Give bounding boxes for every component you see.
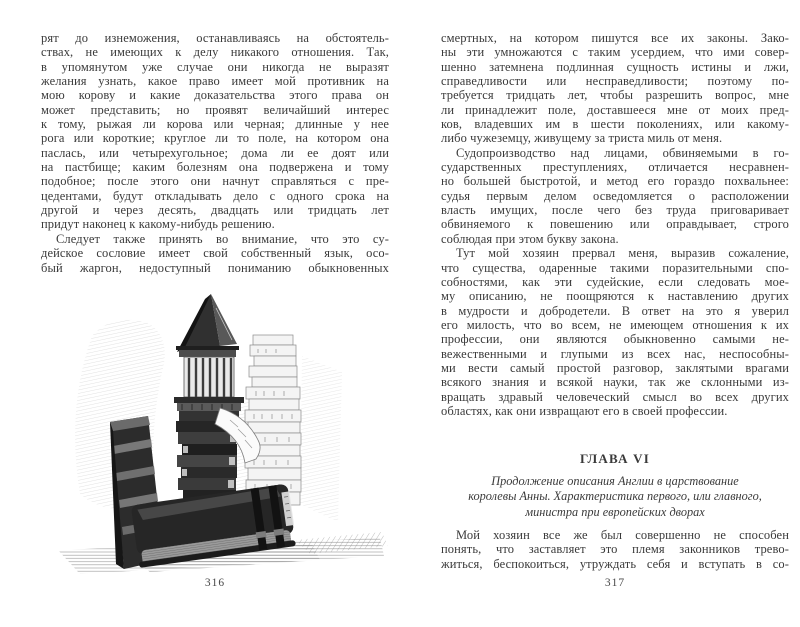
text-line: Тут мой хозяин прервал меня, выразив сожаление, — [456, 246, 789, 261]
chapter-subtitle-line: министра при европейских дворах — [525, 504, 705, 519]
paragraph — [41, 232, 389, 275]
text-line: судья первым делом осведомляется о расположении — [441, 188, 789, 203]
text-line: мою корову и какие доказательства этого права он — [41, 88, 389, 103]
text-line: му описанию, не поощряются к наставлению других — [441, 289, 789, 304]
text-line: подобное; после этого они начнут справляться с пре- — [41, 174, 389, 189]
text-line: житься, беспокоиться, утруждать себя и вступать в со- — [441, 556, 789, 571]
text-line: дейское сословие имеет свой собственный язык, осо- — [41, 246, 389, 261]
left-text-column — [41, 31, 389, 275]
text-line: придут наконец к какому-нибудь решению. — [41, 217, 275, 232]
text-line: другой и через десять, двадцать или тридцать лет — [41, 203, 389, 218]
text-line: Мой хозяин все же был совершенно не способен — [456, 527, 789, 542]
text-line: соблюдая при этом букву закона. — [441, 231, 619, 246]
right-text-column — [441, 31, 789, 571]
chapter-heading: ГЛАВА VI — [580, 451, 650, 467]
text-line: либо чужеземцу, живущему за триста миль от меня. — [441, 131, 723, 146]
text-line: понять, что заставляет это племя законников трево- — [441, 542, 789, 557]
text-line: но большей быстротой, и метод его гораздо похвальнее: — [441, 174, 789, 189]
text-line: бый жаргон, недоступный пониманию обыкновенных — [41, 260, 389, 275]
text-line: цедентами, будут откладывать дело с одного срока на — [41, 188, 389, 203]
paragraph — [441, 246, 789, 418]
chapter-subtitle — [441, 474, 789, 520]
text-line: рят до изнеможения, останавливаясь на обстоятель- — [41, 31, 389, 45]
text-line: может представить; но проявят величайший интерес — [41, 102, 389, 117]
text-line: желания узнать, какое право имеет мой противник на — [41, 74, 389, 89]
text-line: областях, как они извращают его в своей профессии. — [441, 403, 728, 418]
text-line: к тому, рыжая ли корова или черная; длинные у нее — [41, 117, 389, 132]
text-line: в упомянутом уже случае они никогда не выразят — [41, 59, 389, 74]
books-engraving — [50, 288, 388, 580]
text-line: что существа, одаренные такими поразительными спо- — [441, 260, 789, 275]
text-line: власть имущих, после чего без труда приговаривает — [441, 203, 789, 218]
page-number-left: 316 — [204, 577, 226, 589]
paragraph — [41, 31, 389, 232]
right-paragraphs-after — [441, 528, 789, 571]
right-paragraphs — [441, 31, 789, 418]
paragraph — [441, 528, 789, 571]
text-line: Судопроизводство над лицами, обвиняемыми в го- — [456, 145, 789, 160]
text-line: обвиняемого к повешению или оправдывает, строго — [441, 217, 789, 232]
text-line: в мудрости и добродетели. В ответ на это я уверил — [441, 303, 789, 318]
text-line: вежественными и глупыми из всех нас, неспособны- — [441, 346, 789, 361]
text-line: сударственных преступлениях, отличается несравнен- — [441, 160, 789, 175]
text-line: ны эти умножаются с таким усердием, что ими совер- — [441, 45, 789, 60]
page-number-right: 317 — [604, 577, 626, 589]
text-line: его милость, что во всем, не имеющем отношения к их — [441, 317, 789, 332]
chapter-subtitle-line: королевы Анны. Характеристика первого, или главного, — [468, 489, 762, 504]
text-line: собностями, как эти судейские, если следовать мое- — [441, 274, 789, 289]
paragraph — [441, 31, 789, 146]
text-line: ков, владевших им в шести поколениях, или какому- — [441, 117, 789, 132]
text-line: смертных, на котором пишутся все их законы. Зако- — [441, 31, 789, 45]
text-line: требуется тридцать лет, чтобы разрешить вопрос, мне — [441, 88, 789, 103]
paragraph — [441, 146, 789, 246]
text-line: профессии, они являются обыкновенно самыми не- — [441, 332, 789, 347]
text-line: всякого знания и всякой науки, так же склонными из- — [441, 375, 789, 390]
text-line: на пастбище; каким болезням она подвержена и тому — [41, 160, 389, 175]
text-line: шенно затемнена подлинная сущность истины и лжи, — [441, 59, 789, 74]
chapter-subtitle-line: Продолжение описания Англии в царствование — [491, 474, 739, 489]
text-line: паслась, или четырехугольное; дома ли ее доят или — [41, 145, 389, 160]
page-right — [400, 0, 800, 627]
text-line: рога или короткие; круглое ли то поле, на котором она — [41, 131, 389, 146]
books-engraving-illustration — [50, 288, 388, 580]
text-line: Следует также принять во внимание, что это су- — [56, 231, 389, 246]
text-line: справедливости или несправедливости; поэтому по- — [441, 74, 789, 89]
text-line: ми вести самый простой разговор, заклятыми врагами — [441, 360, 789, 375]
text-line: вращать здравый человеческий смысл во всех других — [441, 389, 789, 404]
text-line: ствах, не имеющих к делу никакого отношения. Так, — [41, 45, 389, 60]
text-line: ли принадлежит поле, доставшееся мне от моих пред- — [441, 102, 789, 117]
